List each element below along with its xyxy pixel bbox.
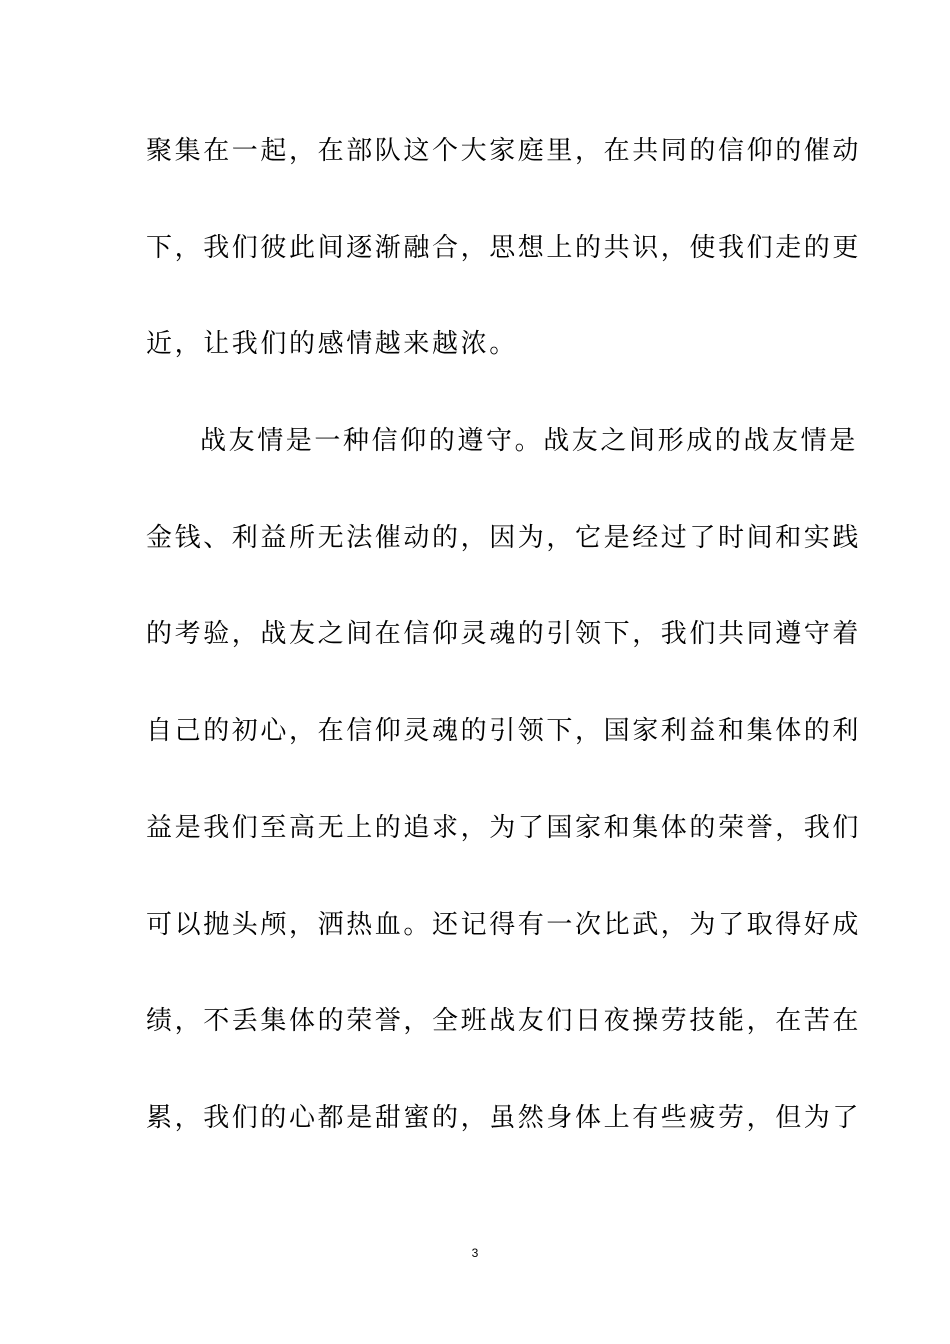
text-line-3: 近，让我们的感情越来越浓。	[146, 329, 518, 360]
text-line-8: 益是我们至高无上的追求，为了国家和集体的荣誉，我们	[146, 812, 862, 843]
text-line-11: 累，我们的心都是甜蜜的，虽然身体上有些疲劳，但为了	[146, 1102, 862, 1133]
text-line-6: 的考验，战友之间在信仰灵魂的引领下，我们共同遵守着	[146, 619, 862, 650]
text-line-9: 可以抛头颅，洒热血。还记得有一次比武，为了取得好成	[146, 909, 862, 940]
text-line-10: 绩，不丢集体的荣誉，全班战友们日夜操劳技能，在苦在	[146, 1006, 862, 1037]
page-number: 3	[471, 1246, 479, 1260]
text-line-7: 自己的初心，在信仰灵魂的引领下，国家利益和集体的利	[146, 716, 862, 747]
text-line-1: 聚集在一起，在部队这个大家庭里，在共同的信仰的催动	[146, 136, 862, 166]
text-line-2: 下，我们彼此间逐渐融合，思想上的共识，使我们走的更	[146, 232, 862, 263]
body-text	[146, 128, 862, 1192]
text-line-5: 金钱、利益所无法催动的，因为，它是经过了时间和实践	[146, 522, 862, 553]
text-line-4: 战友情是一种信仰的遵守。战友之间形成的战友情是	[200, 426, 858, 457]
